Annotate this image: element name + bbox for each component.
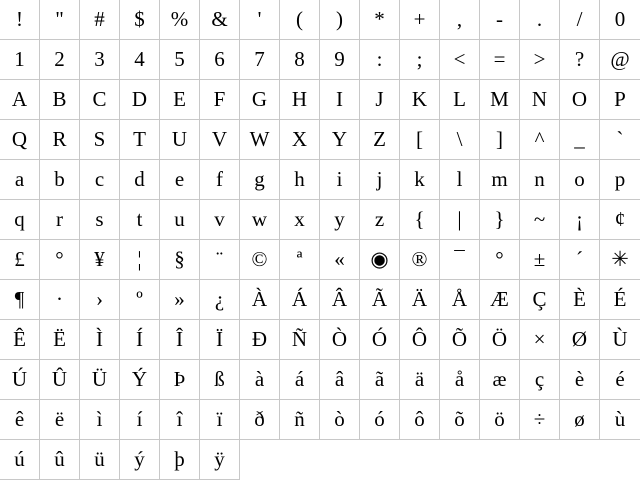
- character-cell-empty: [560, 440, 600, 480]
- character-cell[interactable]: Ê: [0, 320, 40, 360]
- character-cell[interactable]: ¿: [200, 280, 240, 320]
- character-cell[interactable]: Ñ: [280, 320, 320, 360]
- character-cell[interactable]: ï: [200, 400, 240, 440]
- character-cell[interactable]: q: [0, 200, 40, 240]
- character-cell[interactable]: a: [0, 160, 40, 200]
- character-cell[interactable]: ë: [40, 400, 80, 440]
- character-cell[interactable]: B: [40, 80, 80, 120]
- character-cell[interactable]: 7: [240, 40, 280, 80]
- character-cell[interactable]: ¦: [120, 240, 160, 280]
- character-cell[interactable]: å: [440, 360, 480, 400]
- character-cell[interactable]: L: [440, 80, 480, 120]
- character-cell[interactable]: Ö: [480, 320, 520, 360]
- character-cell-empty: [520, 440, 560, 480]
- character-cell[interactable]: ì: [80, 400, 120, 440]
- character-cell[interactable]: -: [480, 0, 520, 40]
- character-cell[interactable]: °: [480, 240, 520, 280]
- character-cell[interactable]: g: [240, 160, 280, 200]
- character-cell[interactable]: H: [280, 80, 320, 120]
- character-cell[interactable]: ÿ: [200, 440, 240, 480]
- character-cell[interactable]: æ: [480, 360, 520, 400]
- character-cell[interactable]: Ú: [0, 360, 40, 400]
- character-cell[interactable]: Ð: [240, 320, 280, 360]
- character-cell[interactable]: b: [40, 160, 80, 200]
- character-cell[interactable]: ¢: [600, 200, 640, 240]
- character-cell-empty: [320, 440, 360, 480]
- character-cell[interactable]: ·: [40, 280, 80, 320]
- character-cell[interactable]: Ä: [400, 280, 440, 320]
- character-cell[interactable]: A: [0, 80, 40, 120]
- character-cell[interactable]: Ì: [80, 320, 120, 360]
- character-cell[interactable]: ¡: [560, 200, 600, 240]
- character-cell[interactable]: Â: [320, 280, 360, 320]
- character-cell[interactable]: 9: [320, 40, 360, 80]
- character-cell-empty: [360, 440, 400, 480]
- character-cell[interactable]: §: [160, 240, 200, 280]
- character-cell[interactable]: +: [400, 0, 440, 40]
- character-cell[interactable]: ": [40, 0, 80, 40]
- character-cell[interactable]: ¯: [440, 240, 480, 280]
- character-cell-empty: [600, 440, 640, 480]
- character-cell[interactable]: ®: [400, 240, 440, 280]
- character-cell[interactable]: »: [160, 280, 200, 320]
- character-cell[interactable]: (: [280, 0, 320, 40]
- character-cell[interactable]: }: [480, 200, 520, 240]
- character-cell[interactable]: à: [240, 360, 280, 400]
- character-cell[interactable]: C: [80, 80, 120, 120]
- character-cell[interactable]: i: [320, 160, 360, 200]
- character-cell[interactable]: É: [600, 280, 640, 320]
- character-cell[interactable]: Ù: [600, 320, 640, 360]
- character-cell[interactable]: Ç: [520, 280, 560, 320]
- character-cell[interactable]: e: [160, 160, 200, 200]
- character-cell[interactable]: ö: [480, 400, 520, 440]
- character-cell[interactable]: >: [520, 40, 560, 80]
- character-cell[interactable]: s: [80, 200, 120, 240]
- character-cell[interactable]: J: [360, 80, 400, 120]
- character-cell[interactable]: 0: [600, 0, 640, 40]
- character-cell[interactable]: º: [120, 280, 160, 320]
- character-cell[interactable]: Æ: [480, 280, 520, 320]
- character-cell[interactable]: Ü: [80, 360, 120, 400]
- character-cell[interactable]: ©: [240, 240, 280, 280]
- character-cell[interactable]: ô: [400, 400, 440, 440]
- character-cell[interactable]: À: [240, 280, 280, 320]
- character-cell[interactable]: o: [560, 160, 600, 200]
- character-cell[interactable]: R: [40, 120, 80, 160]
- character-cell[interactable]: U: [160, 120, 200, 160]
- character-cell[interactable]: Ø: [560, 320, 600, 360]
- character-cell[interactable]: ±: [520, 240, 560, 280]
- character-cell[interactable]: \: [440, 120, 480, 160]
- character-cell[interactable]: j: [360, 160, 400, 200]
- character-cell[interactable]: G: [240, 80, 280, 120]
- character-cell[interactable]: l: [440, 160, 480, 200]
- character-cell[interactable]: ×: [520, 320, 560, 360]
- character-cell[interactable]: N: [520, 80, 560, 120]
- character-cell[interactable]: 1: [0, 40, 40, 80]
- character-cell[interactable]: ~: [520, 200, 560, 240]
- character-cell[interactable]: r: [40, 200, 80, 240]
- character-cell[interactable]: á: [280, 360, 320, 400]
- character-cell[interactable]: ?: [560, 40, 600, 80]
- character-cell[interactable]: Ô: [400, 320, 440, 360]
- character-cell[interactable]: ê: [0, 400, 40, 440]
- character-cell[interactable]: X: [280, 120, 320, 160]
- character-cell[interactable]: ð: [240, 400, 280, 440]
- character-cell[interactable]: ´: [560, 240, 600, 280]
- character-cell[interactable]: ò: [320, 400, 360, 440]
- character-cell[interactable]: K: [400, 80, 440, 120]
- character-cell[interactable]: y: [320, 200, 360, 240]
- character-cell[interactable]: Ï: [200, 320, 240, 360]
- character-cell[interactable]: Ò: [320, 320, 360, 360]
- character-cell[interactable]: c: [80, 160, 120, 200]
- character-cell[interactable]: È: [560, 280, 600, 320]
- character-cell[interactable]: °: [40, 240, 80, 280]
- character-cell[interactable]: O: [560, 80, 600, 120]
- character-cell[interactable]: 2: [40, 40, 80, 80]
- character-cell-empty: [240, 440, 280, 480]
- character-cell[interactable]: z: [360, 200, 400, 240]
- character-cell[interactable]: ): [320, 0, 360, 40]
- character-cell[interactable]: !: [0, 0, 40, 40]
- character-cell-empty: [480, 440, 520, 480]
- character-cell[interactable]: ': [240, 0, 280, 40]
- character-cell[interactable]: ß: [200, 360, 240, 400]
- character-cell[interactable]: <: [440, 40, 480, 80]
- character-cell[interactable]: Å: [440, 280, 480, 320]
- character-cell[interactable]: p: [600, 160, 640, 200]
- character-cell[interactable]: ;: [400, 40, 440, 80]
- character-cell[interactable]: ó: [360, 400, 400, 440]
- character-cell[interactable]: V: [200, 120, 240, 160]
- character-cell-empty: [440, 440, 480, 480]
- character-cell[interactable]: x: [280, 200, 320, 240]
- character-cell[interactable]: «: [320, 240, 360, 280]
- character-cell[interactable]: I: [320, 80, 360, 120]
- character-cell[interactable]: ◉: [360, 240, 400, 280]
- character-cell[interactable]: ü: [80, 440, 120, 480]
- character-cell[interactable]: #: [80, 0, 120, 40]
- character-cell[interactable]: &: [200, 0, 240, 40]
- character-cell[interactable]: `: [600, 120, 640, 160]
- character-cell[interactable]: 4: [120, 40, 160, 80]
- character-cell[interactable]: Ã: [360, 280, 400, 320]
- character-cell[interactable]: .: [520, 0, 560, 40]
- character-cell[interactable]: ý: [120, 440, 160, 480]
- character-cell[interactable]: |: [440, 200, 480, 240]
- character-cell[interactable]: D: [120, 80, 160, 120]
- character-cell[interactable]: þ: [160, 440, 200, 480]
- character-cell[interactable]: @: [600, 40, 640, 80]
- character-cell[interactable]: [: [400, 120, 440, 160]
- character-cell[interactable]: /: [560, 0, 600, 40]
- character-cell[interactable]: w: [240, 200, 280, 240]
- character-cell[interactable]: ¥: [80, 240, 120, 280]
- character-cell[interactable]: $: [120, 0, 160, 40]
- character-cell[interactable]: Ó: [360, 320, 400, 360]
- character-cell[interactable]: ñ: [280, 400, 320, 440]
- character-cell[interactable]: â: [320, 360, 360, 400]
- character-cell[interactable]: M: [480, 80, 520, 120]
- character-cell[interactable]: ù: [600, 400, 640, 440]
- character-cell[interactable]: 8: [280, 40, 320, 80]
- character-cell[interactable]: S: [80, 120, 120, 160]
- character-cell[interactable]: v: [200, 200, 240, 240]
- character-cell[interactable]: f: [200, 160, 240, 200]
- character-cell[interactable]: ã: [360, 360, 400, 400]
- character-cell[interactable]: õ: [440, 400, 480, 440]
- character-cell[interactable]: W: [240, 120, 280, 160]
- character-cell[interactable]: Ý: [120, 360, 160, 400]
- character-cell[interactable]: ›: [80, 280, 120, 320]
- character-cell[interactable]: d: [120, 160, 160, 200]
- character-cell[interactable]: Á: [280, 280, 320, 320]
- character-cell[interactable]: î: [160, 400, 200, 440]
- character-cell[interactable]: ú: [0, 440, 40, 480]
- character-cell[interactable]: ¶: [0, 280, 40, 320]
- character-cell[interactable]: 6: [200, 40, 240, 80]
- character-cell[interactable]: t: [120, 200, 160, 240]
- character-cell[interactable]: %: [160, 0, 200, 40]
- character-cell[interactable]: ¨: [200, 240, 240, 280]
- character-cell[interactable]: Q: [0, 120, 40, 160]
- character-cell[interactable]: m: [480, 160, 520, 200]
- character-cell-empty: [280, 440, 320, 480]
- character-cell[interactable]: ]: [480, 120, 520, 160]
- character-cell[interactable]: F: [200, 80, 240, 120]
- character-cell[interactable]: ÷: [520, 400, 560, 440]
- character-cell[interactable]: =: [480, 40, 520, 80]
- character-cell[interactable]: *: [360, 0, 400, 40]
- character-cell[interactable]: E: [160, 80, 200, 120]
- character-cell[interactable]: ª: [280, 240, 320, 280]
- character-cell[interactable]: Õ: [440, 320, 480, 360]
- character-cell[interactable]: Î: [160, 320, 200, 360]
- character-cell[interactable]: Í: [120, 320, 160, 360]
- character-cell[interactable]: Û: [40, 360, 80, 400]
- character-cell[interactable]: h: [280, 160, 320, 200]
- character-cell[interactable]: P: [600, 80, 640, 120]
- character-cell[interactable]: é: [600, 360, 640, 400]
- character-cell[interactable]: 3: [80, 40, 120, 80]
- character-cell[interactable]: ^: [520, 120, 560, 160]
- character-cell[interactable]: Y: [320, 120, 360, 160]
- character-cell[interactable]: £: [0, 240, 40, 280]
- character-cell[interactable]: ✳: [600, 240, 640, 280]
- character-cell[interactable]: 5: [160, 40, 200, 80]
- character-cell[interactable]: Þ: [160, 360, 200, 400]
- character-cell[interactable]: {: [400, 200, 440, 240]
- character-cell[interactable]: ,: [440, 0, 480, 40]
- character-cell[interactable]: í: [120, 400, 160, 440]
- character-cell[interactable]: _: [560, 120, 600, 160]
- character-cell[interactable]: T: [120, 120, 160, 160]
- character-cell[interactable]: û: [40, 440, 80, 480]
- character-cell[interactable]: :: [360, 40, 400, 80]
- character-cell[interactable]: u: [160, 200, 200, 240]
- character-cell[interactable]: ç: [520, 360, 560, 400]
- character-cell[interactable]: n: [520, 160, 560, 200]
- character-cell-empty: [400, 440, 440, 480]
- character-cell[interactable]: k: [400, 160, 440, 200]
- character-cell[interactable]: ø: [560, 400, 600, 440]
- character-cell[interactable]: ä: [400, 360, 440, 400]
- character-cell[interactable]: è: [560, 360, 600, 400]
- character-cell[interactable]: Ë: [40, 320, 80, 360]
- character-cell[interactable]: Z: [360, 120, 400, 160]
